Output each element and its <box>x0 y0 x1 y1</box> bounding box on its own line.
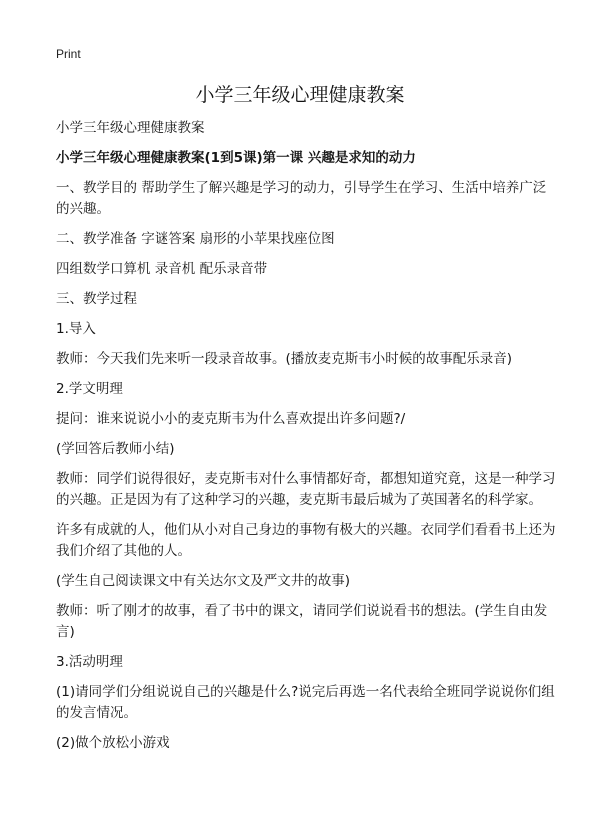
document-body <box>56 118 556 763</box>
group-activity-paragraph: (1)请同学们分组说说自己的兴趣是什么?说完后再选一名代表给全班同学说说你们组的发言情况。 <box>56 684 555 721</box>
game-paragraph: (2)做个放松小游戏 <box>56 735 170 751</box>
page-title: 小学三年级心理健康教案 <box>195 84 405 106</box>
print-link[interactable]: Print <box>56 47 81 61</box>
process-heading: 三、教学过程 <box>56 291 137 307</box>
summary-note-paragraph: (学回答后教师小结) <box>56 441 175 457</box>
question-paragraph: 提问：谁来说说小小的麦克斯韦为什么喜欢提出许多问题?/ <box>56 411 406 427</box>
lesson-heading: 小学三年级心理健康教案(1到5课)第一课 兴趣是求知的动力 <box>56 150 416 166</box>
teacher-discussion-paragraph: 教师：听了刚才的故事，看了书中的课文，请同学们说说看书的想法。(学生自由发言) <box>56 603 548 640</box>
step-reading-heading: 2.学文明理 <box>56 381 123 397</box>
reading-note-paragraph: (学生自己阅读课文中有关达尔文及严文井的故事) <box>56 573 351 589</box>
step-activity-heading: 3.活动明理 <box>56 654 123 670</box>
teaching-prep-paragraph: 二、教学准备 字谜答案 扇形的小苹果找座位图 <box>56 231 335 247</box>
step-intro-heading: 1.导入 <box>56 321 96 337</box>
teaching-goal-paragraph: 一、教学目的 帮助学生了解兴趣是学习的动力，引导学生在学习、生活中培养广泛的兴趣。 <box>56 180 547 217</box>
equipment-paragraph: 四组数学口算机 录音机 配乐录音带 <box>56 261 268 277</box>
subtitle-paragraph: 小学三年级心理健康教案 <box>56 120 205 136</box>
teacher-intro-paragraph: 教师：今天我们先来听一段录音故事。(播放麦克斯韦小时候的故事配乐录音) <box>56 351 513 367</box>
achievers-paragraph: 许多有成就的人，他们从小对自己身边的事物有极大的兴趣。衣同学们看看书上还为我们介绍了其他的人。 <box>56 522 556 559</box>
teacher-summary-paragraph: 教师：同学们说得很好，麦克斯韦对什么事情都好奇，都想知道究竟，这是一种学习的兴趣。正是因为有了这种学习的兴趣，麦克斯韦最后城为了英国著名的科学家。 <box>56 471 556 508</box>
